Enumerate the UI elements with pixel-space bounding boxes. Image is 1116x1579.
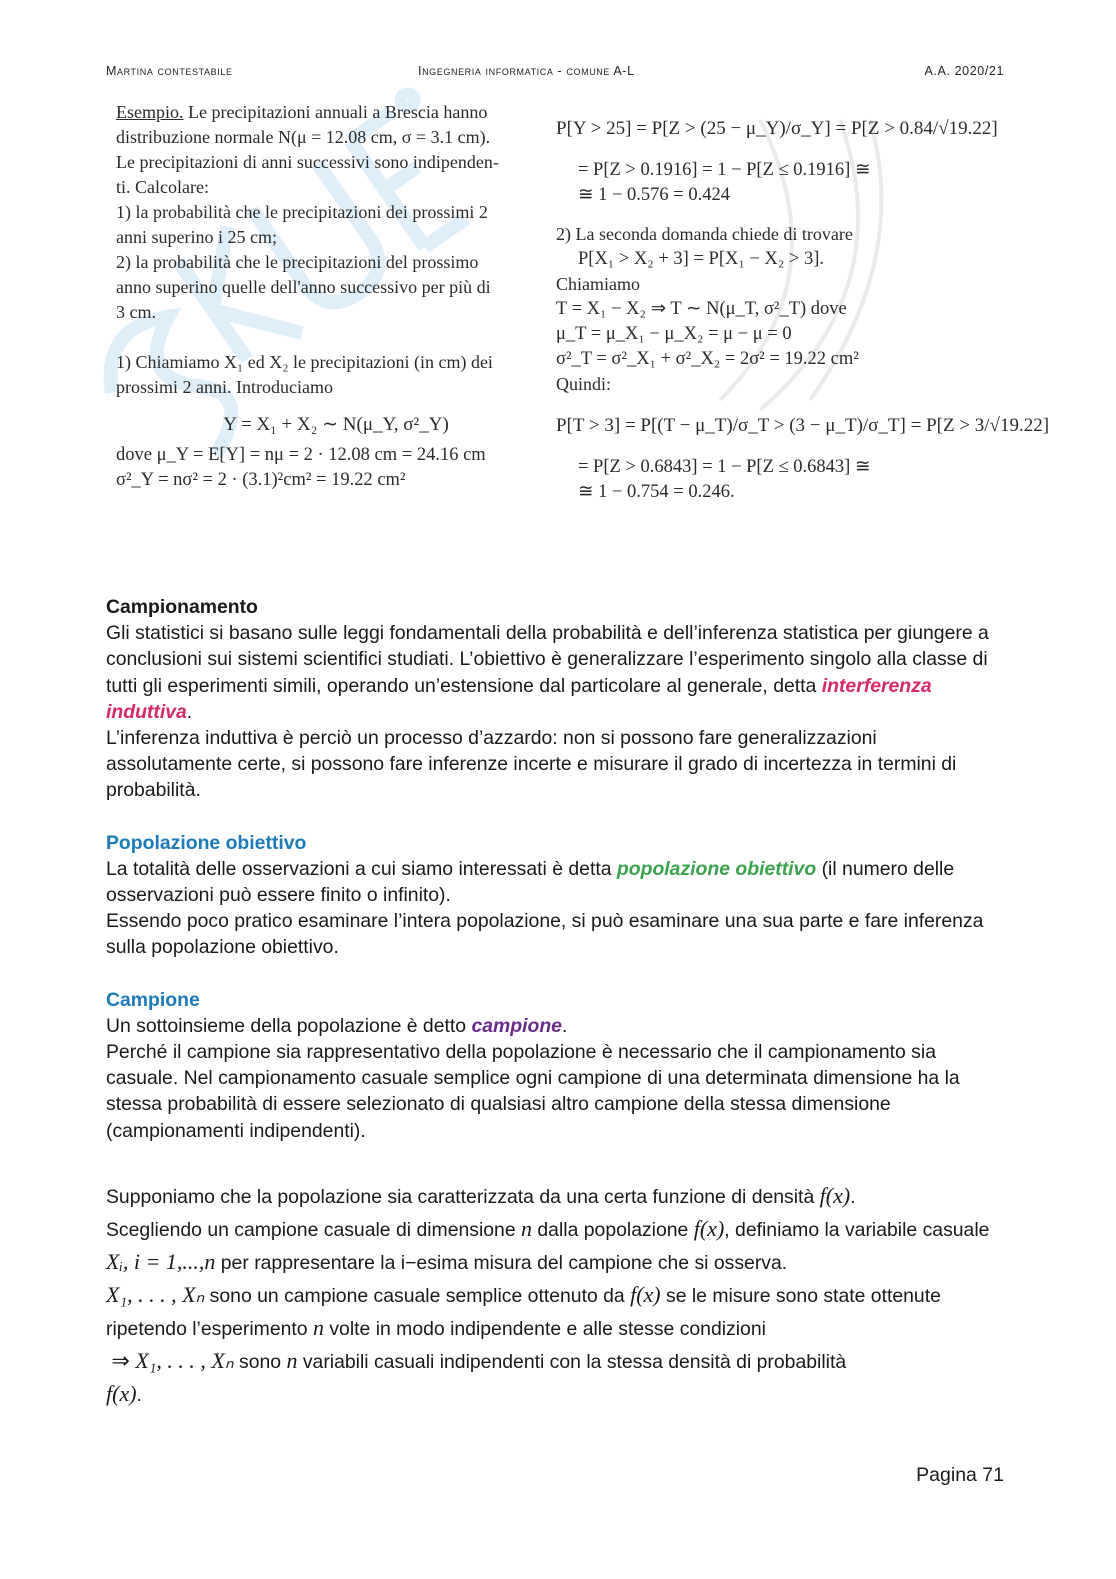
- text-run: Supponiamo che la popolazione sia caratterizzata da una certa funzione di densità: [106, 1185, 820, 1208]
- example-equation: = P[Z > 0.1916] = 1 − P[Z ≤ 0.1916] ≅: [578, 160, 871, 180]
- term-popolazione-obiettivo: popolazione obiettivo: [616, 857, 817, 880]
- example-line: 1) la probabilità che le precipitazioni dei prossimi 2: [116, 202, 488, 222]
- term-campione: campione: [471, 1014, 562, 1037]
- text-run: .: [136, 1383, 142, 1406]
- paragraph: Essendo poco pratico esaminare l’intera popolazione, si può esaminare una sua parte e fare inferenza sulla popolazione obiettivo.: [106, 910, 984, 959]
- example-line: anni superino i 25 cm;: [116, 227, 277, 247]
- example-equation: ≅ 1 − 0.754 = 0.246.: [578, 482, 735, 502]
- math-n: n: [521, 1215, 533, 1241]
- section-title-campionamento: Campionamento: [106, 596, 258, 618]
- paragraph: [106, 1345, 1006, 1378]
- math-fx: f(x): [106, 1380, 137, 1406]
- text-run: .: [186, 700, 193, 723]
- example-line: 3 cm.: [116, 302, 156, 322]
- example-equation: P[Y > 25] = P[Z > (25 − μ_Y)/σ_Y] = P[Z > 0.84/√19.22]: [556, 118, 998, 139]
- scanned-example: [106, 100, 1050, 520]
- paragraph: [106, 1013, 1006, 1039]
- text-run: Scegliendo un campione casuale di dimensione: [106, 1218, 522, 1241]
- text-run: se le misure sono state ottenute ripetendo l’esperimento: [106, 1284, 941, 1340]
- math-fx: f(x): [693, 1215, 725, 1241]
- text-run: per rappresentare la i−esima misura del campione che si osserva.: [215, 1251, 788, 1274]
- math-x1n: X₁, . . . , Xₙ: [106, 1281, 205, 1307]
- example-line: ti. Calcolare:: [116, 177, 209, 197]
- example-line: 2) La seconda domanda chiede di trovare: [556, 224, 853, 244]
- example-equation: = P[Z > 0.6843] = 1 − P[Z ≤ 0.6843] ≅: [578, 457, 871, 477]
- text-run: dalla popolazione: [532, 1218, 694, 1241]
- example-label: Esempio.: [116, 102, 184, 122]
- math-n: n: [286, 1347, 298, 1373]
- text-run: .: [561, 1014, 568, 1037]
- example-equation: P[T > 3] = P[(T − μ_T)/σ_T > (3 − μ_T)/σ_T] = P[Z > 3/√19.22]: [556, 415, 1050, 436]
- example-left-column: [116, 100, 556, 493]
- example-line: Le precipitazioni di anni successivi sono indipenden-: [116, 152, 499, 172]
- paragraph: L’inferenza induttiva è perciò un processo d’azzardo: non si possono fare generalizzazioni assolutamente certe, si possono fare inferenze incerte e misurare il grado di incertezza in termini di probabilità.: [106, 727, 957, 802]
- math-x1n: X₁, . . . , Xₙ: [135, 1347, 234, 1373]
- example-equation: Y = X₁ + X₂ ∼ N(μ_Y, σ²_Y): [223, 414, 449, 435]
- page-number: Pagina 71: [916, 1464, 1004, 1486]
- text-run: .: [850, 1185, 856, 1208]
- example-equation: σ²_T = σ²_X₁ + σ²_X₂ = 2σ² = 19.22 cm²: [556, 349, 859, 369]
- example-equation: T = X₁ − X₂ ⇒ T ∼ N(μ_T, σ²_T) dove: [556, 299, 847, 319]
- math-xi: Xᵢ, i = 1,...,n: [106, 1248, 216, 1274]
- example-equation: ≅ 1 − 0.576 = 0.424: [578, 185, 730, 205]
- example-equation: μ_T = μ_X₁ − μ_X₂ = μ − μ = 0: [556, 324, 792, 344]
- math-fx: f(x): [630, 1281, 661, 1307]
- example-equation: P[X₁ > X₂ + 3] = P[X₁ − X₂ > 3].: [578, 249, 825, 269]
- example-line: dove μ_Y = E[Y] = nμ = 2 · 12.08 cm = 24.16 cm: [116, 445, 486, 465]
- text-run: (il numero delle osservazioni può essere finito o infinito).: [106, 857, 955, 907]
- example-line: Le precipitazioni annuali a Brescia hanno: [188, 102, 488, 122]
- section-title-popolazione: Popolazione obiettivo: [106, 831, 307, 854]
- math-fx: f(x): [819, 1182, 851, 1208]
- text-run: Gli statistici si basano sulle leggi fondamentali della probabilità e dell’inferenza statistica per giungere a conclusioni sui sistemi scientifici studiati. L’obiettivo è generalizzare l’esperimento singolo alla classe di tutti gli esperimenti simili, operando un’estensione dal particolare al generale, detta: [106, 622, 989, 697]
- math-n: n: [312, 1314, 324, 1340]
- text-run: , definiamo la variabile casuale: [724, 1218, 990, 1241]
- text-run: Un sottoinsieme della popolazione è detto: [106, 1014, 472, 1037]
- term-interferenza-induttiva: interferenza induttiva: [106, 674, 932, 723]
- paragraph: Perché il campione sia rappresentativo della popolazione è necessario che il campionamento sia casuale. Nel campionamento casuale semplice ogni campione di una determinata dimensione ha la stessa probabilità di essere selezionato di qualsiasi altro campione della stessa dimensione (campionamenti indipendenti).: [106, 1041, 960, 1142]
- example-line: Quindi:: [556, 374, 612, 394]
- example-line: σ²_Y = nσ² = 2 · (3.1)²cm² = 19.22 cm²: [116, 470, 406, 490]
- example-right-column: [556, 100, 1050, 505]
- example-line: 2) la probabilità che le precipitazioni del prossimo: [116, 252, 479, 272]
- example-line: prossimi 2 anni. Introduciamo: [116, 377, 333, 397]
- header-author: Martina contestabile: [106, 64, 233, 78]
- paragraph: [106, 1180, 1006, 1213]
- text-run: variabili casuali indipendenti con la stessa densità di probabilità: [297, 1350, 847, 1373]
- paragraph: [106, 1279, 1006, 1345]
- example-line: Chiamiamo: [556, 274, 640, 294]
- header-academic-year: A.A. 2020/21: [924, 64, 1004, 78]
- text-run: La totalità delle osservazioni a cui siamo interessati è detta: [106, 857, 617, 880]
- implies-icon: ⇒: [111, 1347, 136, 1373]
- section-title-campione: Campione: [106, 988, 200, 1011]
- text-run: sono un campione casuale semplice ottenuto da: [204, 1284, 631, 1307]
- example-line: 1) Chiamiamo X₁ ed X₂ le precipitazioni (in cm) dei: [116, 352, 493, 372]
- text-run: sono: [233, 1350, 287, 1373]
- header-course: Ingegneria informatica - comune A-L: [418, 64, 635, 78]
- page-body: [106, 594, 1006, 1411]
- example-line: distribuzione normale N(μ = 12.08 cm, σ = 3.1 cm).: [116, 127, 491, 147]
- paragraph: [106, 1378, 1006, 1411]
- paragraph: [106, 1213, 1006, 1279]
- example-line: anno superino quelle dell'anno successivo per più di: [116, 277, 491, 297]
- paragraph: [106, 856, 1006, 908]
- paragraph: [106, 620, 1006, 725]
- text-run: volte in modo indipendente e alle stesse condizioni: [323, 1317, 766, 1340]
